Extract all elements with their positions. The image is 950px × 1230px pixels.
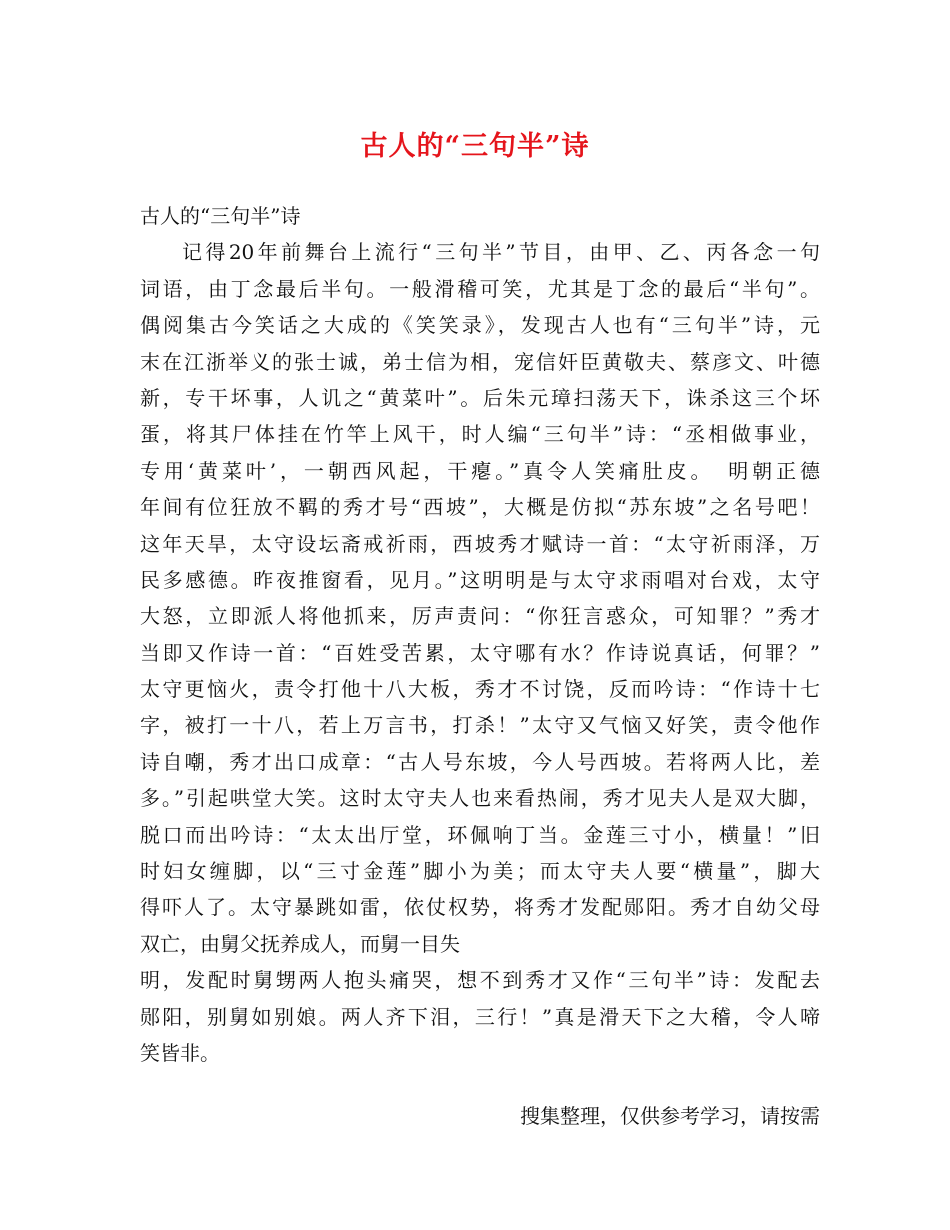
paragraph-line: 专用‘黄菜叶’，一朝西风起，干瘪。”真令人笑痛肚皮。 明朝正德 [140, 458, 820, 483]
paragraph-line: 郧阳，别舅如别娘。两人齐下泪，三行！”真是滑天下之大稽，令人啼 [140, 1004, 820, 1029]
paragraph-line: 年间有位狂放不羁的秀才号“西坡”，大概是仿拟“苏东坡”之名号吧！ [140, 495, 820, 520]
paragraph-line: 明，发配时舅甥两人抱头痛哭，想不到秀才又作“三句半”诗：发配去 [140, 968, 820, 993]
paragraph-line: 当即又作诗一首：“百姓受苦累，太守哪有水？作诗说真话，何罪？” [140, 640, 820, 665]
paragraph-line: 词语，由丁念最后半句。一般滑稽可笑，尤其是丁念的最后“半句”。 [140, 276, 820, 301]
paragraph-line: 这年天旱，太守设坛斋戒祈雨，西坡秀才赋诗一首：“太守祈雨泽，万 [140, 531, 820, 556]
paragraph-line: 大怒，立即派人将他抓来，厉声责问：“你狂言惑众，可知罪？”秀才 [140, 604, 820, 629]
paragraph-line: 得吓人了。太守暴跳如雷，依仗权势，将秀才发配郧阳。秀才自幼父母 [140, 895, 820, 920]
paragraph-line: 双亡，由舅父抚养成人，而舅一目失 [140, 931, 460, 956]
paragraph-line: 笑皆非。 [140, 1040, 220, 1065]
paragraph-line: 时妇女缠脚，以“三寸金莲”脚小为美；而太守夫人要“横量”，脚大 [140, 859, 820, 884]
paragraph-line: 民多感德。昨夜推窗看，见月。”这明明是与太守求雨唱对台戏，太守 [140, 567, 820, 592]
paragraph-line: 太守更恼火，责令打他十八大板，秀才不讨饶，反而吟诗：“作诗十七 [140, 677, 820, 702]
paragraph-line: 诗自嘲，秀才出口成章：“古人号东坡，今人号西坡。若将两人比，差 [140, 749, 820, 774]
paragraph-line: 记得20年前舞台上流行“三句半”节目，由甲、乙、丙各念一句 [182, 240, 820, 265]
article-body [140, 198, 820, 1071]
article-subtitle: 古人的“三句半”诗 [140, 204, 301, 228]
paragraph-line: 蛋，将其尸体挂在竹竿上风干，时人编“三句半”诗：“丞相做事业， [140, 422, 820, 447]
footer-note: 搜集整理，仅供参考学习，请按需 [520, 1104, 820, 1128]
paragraph-line: 脱口而出吟诗：“太太出厅堂，环佩响丁当。金莲三寸小，横量！”旧 [140, 822, 820, 847]
paragraph-line: 新，专干坏事，人讥之“黄菜叶”。后朱元璋扫荡天下，诛杀这三个坏 [140, 385, 820, 410]
document-title: 古人的“三句半”诗 [360, 131, 590, 162]
paragraph-line: 偶阅集古今笑话之大成的《笑笑录》，发现古人也有“三句半”诗，元 [140, 313, 820, 338]
paragraph-line: 字，被打一十八，若上万言书，打杀！”太守又气恼又好笑，责令他作 [140, 713, 820, 738]
paragraph-line: 多。”引起哄堂大笑。这时太守夫人也来看热闹，秀才见夫人是双大脚， [140, 786, 820, 811]
paragraph-line: 末在江浙举义的张士诚，弟士信为相，宠信奸臣黄敬夫、蔡彦文、叶德 [140, 349, 820, 374]
